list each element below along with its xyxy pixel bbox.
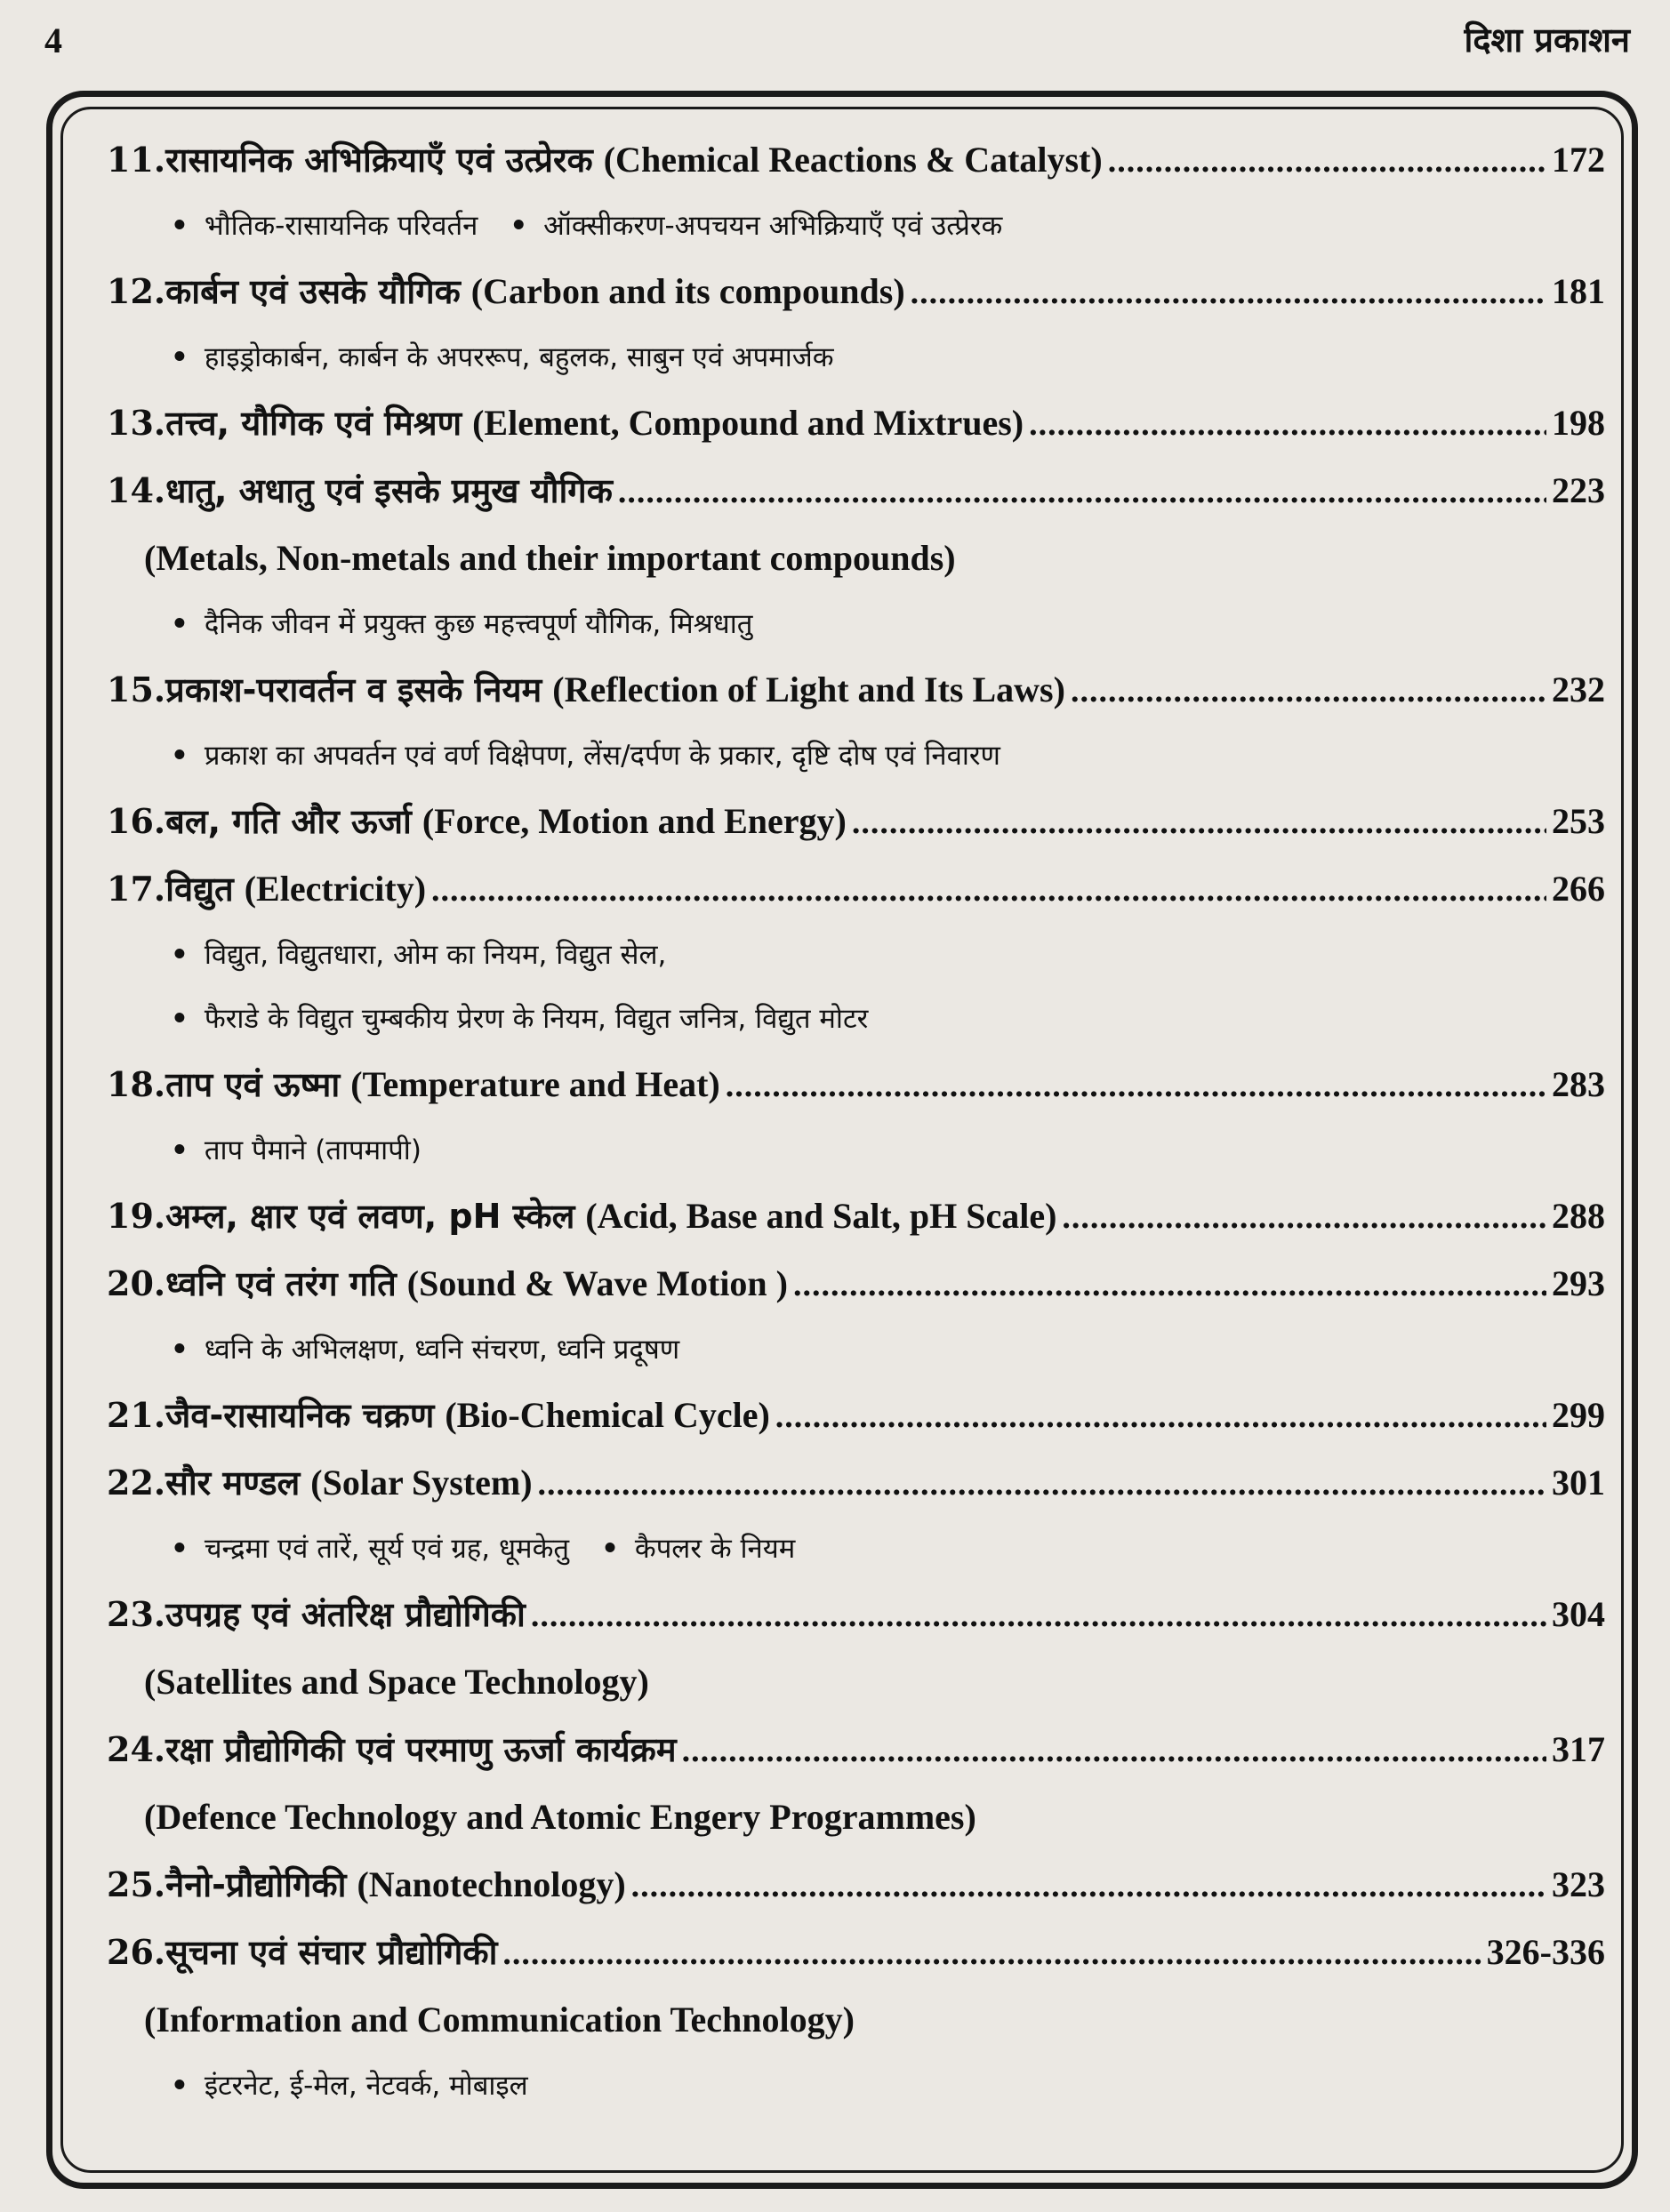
toc-entry (107, 1382, 1605, 1449)
toc-entry (107, 1919, 1605, 2118)
entry-page-number: 304 (1552, 1594, 1605, 1634)
toc-entry-line (107, 1051, 1605, 1118)
entry-page-number: 293 (1552, 1263, 1605, 1303)
entry-title-hindi: सूचना एवं संचार प्रौद्योगिकी (165, 1933, 498, 1972)
entry-page-number: 172 (1552, 140, 1605, 180)
toc-entry (107, 1051, 1605, 1182)
subtopic-row (171, 325, 1605, 389)
toc-entry-line (107, 855, 1605, 923)
subtopic-text: फैराडे के विद्युत चुम्बकीय प्रेरण के नियम, विद्युत जनित्र, विद्युत मोटर (204, 1003, 869, 1035)
subtopic-item (171, 592, 752, 656)
bullet-icon: • (171, 341, 189, 373)
publisher-name: दिशा प्रकाशन (1464, 20, 1630, 60)
toc-entry-line (107, 1581, 1605, 1648)
toc-entry (107, 1851, 1605, 1919)
subtopic-item (171, 1118, 422, 1182)
entry-subtopics (107, 2054, 1605, 2118)
subtopic-item (171, 194, 478, 258)
entry-title-english: (Reflection of Light and Its Laws) (552, 669, 1065, 709)
entry-number: 22. (107, 1463, 166, 1503)
toc-entry (107, 656, 1605, 788)
bullet-icon: • (171, 1334, 189, 1366)
entry-title-hindi: तत्त्व, यौगिक एवं मिश्रण (165, 404, 462, 443)
subtopic-item (510, 194, 1002, 258)
entry-title-english: (Solar System) (310, 1463, 533, 1503)
dot-leader (618, 458, 1546, 525)
toc-entry (107, 457, 1605, 656)
dot-leader (1071, 657, 1546, 725)
entry-number: 25. (107, 1864, 166, 1904)
subtopic-row (171, 1118, 1605, 1182)
bullet-icon: • (171, 1003, 189, 1035)
entry-title-english: (Force, Motion and Energy) (422, 801, 847, 841)
dot-leader (631, 1852, 1546, 1919)
entry-number: 18. (107, 1064, 166, 1104)
toc-entry (107, 126, 1605, 258)
entry-title-hindi: रासायनिक अभिक्रियाएँ एवं उत्प्रेरक (165, 140, 593, 180)
entry-page-number: 288 (1552, 1196, 1605, 1236)
toc-entry-line (107, 788, 1605, 855)
dot-leader (431, 856, 1546, 924)
bullet-icon: • (510, 210, 528, 242)
entry-number: 17. (107, 869, 166, 909)
entry-page-number: 253 (1552, 801, 1605, 841)
subtopic-row (171, 2054, 1605, 2118)
subtopic-row (171, 1318, 1605, 1382)
entry-subtopics (107, 1318, 1605, 1382)
entry-number: 23. (107, 1594, 166, 1634)
page-number: 4 (44, 20, 62, 60)
subtopic-text: ताप पैमाने (तापमापी) (204, 1134, 422, 1166)
toc-entry-line (107, 258, 1605, 325)
subtopic-item (171, 1517, 569, 1581)
toc-entry (107, 1182, 1605, 1250)
entry-number: 24. (107, 1729, 166, 1769)
entry-title-hindi: जैव-रासायनिक चक्रण (165, 1396, 435, 1435)
bullet-icon: • (171, 1533, 189, 1565)
dot-leader (775, 1382, 1546, 1450)
toc-entry-line (107, 126, 1605, 194)
entry-page-number: 181 (1552, 271, 1605, 311)
entry-page-number: 232 (1552, 669, 1605, 709)
toc-entry (107, 788, 1605, 855)
subtopic-text: ध्वनि के अभिलक्षण, ध्वनि संचरण, ध्वनि प्रदूषण (204, 1334, 680, 1366)
subtopic-text: भौतिक-रासायनिक परिवर्तन (204, 210, 478, 242)
dot-leader (911, 259, 1546, 326)
subtopic-text: ऑक्सीकरण-अपचयन अभिक्रियाएँ एवं उत्प्रेरक (543, 210, 1003, 242)
entry-subtitle-english: (Defence Technology and Atomic Engery Programmes) (144, 1797, 976, 1837)
toc-entry-line (107, 1919, 1605, 1986)
entry-number: 13. (107, 403, 166, 443)
entry-subtopics (107, 1517, 1605, 1581)
toc-entry (107, 855, 1605, 1051)
toc-entry-line (107, 457, 1605, 525)
entry-title-hindi: उपग्रह एवं अंतरिक्ष प्रौद्योगिकी (165, 1595, 526, 1634)
subtopic-text: दैनिक जीवन में प्रयुक्त कुछ महत्त्वपूर्ण यौगिक, मिश्रधातु (204, 608, 753, 640)
subtopic-item (171, 325, 834, 389)
subtopic-row (171, 592, 1605, 656)
toc-entry-line (107, 1716, 1605, 1783)
entry-title-hindi: बल, गति और ऊर्जा (165, 802, 412, 841)
entry-page-number: 266 (1552, 869, 1605, 909)
subtopic-item (171, 724, 1000, 788)
bullet-icon: • (171, 740, 189, 772)
bullet-icon: • (171, 2070, 189, 2102)
toc-entry (107, 1449, 1605, 1581)
entry-title-hindi: प्रकाश-परावर्तन व इसके नियम (165, 670, 542, 709)
entry-subtitle-english: (Satellites and Space Technology) (144, 1662, 649, 1702)
entry-title-hindi: सौर मण्डल (165, 1463, 301, 1503)
dot-leader (682, 1717, 1546, 1784)
toc-entry (107, 1581, 1605, 1716)
bullet-icon: • (171, 1134, 189, 1166)
bullet-icon: • (171, 608, 189, 640)
entry-page-number: 317 (1552, 1729, 1605, 1769)
entry-subtopics (107, 325, 1605, 389)
toc-entry-line (107, 389, 1605, 457)
bullet-icon: • (171, 939, 189, 971)
subtopic-text: हाइड्रोकार्बन, कार्बन के अपररूप, बहुलक, साबुन एवं अपमार्जक (204, 341, 834, 373)
toc-entry (107, 389, 1605, 457)
entry-title-english: (Element, Compound and Mixtrues) (472, 403, 1024, 443)
entry-title-hindi: अम्ल, क्षार एवं लवण, pH स्केल (165, 1197, 575, 1236)
entry-subtopics (107, 592, 1605, 656)
toc-entry-line (107, 1449, 1605, 1517)
entry-title-english: (Temperature and Heat) (350, 1064, 720, 1104)
entry-page-number: 223 (1552, 470, 1605, 510)
subtopic-text: कैपलर के नियम (634, 1533, 796, 1565)
entry-title-hindi: ताप एवं ऊष्मा (165, 1065, 341, 1104)
toc-entry-line (107, 1851, 1605, 1919)
subtopic-item (171, 1318, 679, 1382)
entry-page-number: 301 (1552, 1463, 1605, 1503)
entry-subtopics (107, 724, 1605, 788)
subtopic-row (171, 1517, 1605, 1581)
entry-title-english: (Bio-Chemical Cycle) (445, 1395, 770, 1435)
subtopic-text: चन्द्रमा एवं तारें, सूर्य एवं ग्रह, धूमकेतु (204, 1533, 570, 1565)
subtopic-item (171, 2054, 528, 2118)
subtopic-text: विद्युत, विद्युतधारा, ओम का नियम, विद्युत सेल, (204, 939, 667, 971)
dot-leader (793, 1251, 1546, 1318)
dot-leader (852, 789, 1546, 856)
subtopic-text: प्रकाश का अपवर्तन एवं वर्ण विक्षेपण, लेंस/दर्पण के प्रकार, दृष्टि दोष एवं निवारण (204, 740, 1000, 772)
table-of-contents (107, 126, 1605, 2118)
entry-title-english: (Chemical Reactions & Catalyst) (603, 140, 1103, 180)
entry-page-number: 323 (1552, 1864, 1605, 1904)
entry-page-number: 198 (1552, 403, 1605, 443)
bullet-icon: • (171, 210, 189, 242)
dot-leader (726, 1052, 1546, 1119)
toc-entry (107, 1716, 1605, 1851)
entry-title-hindi: नैनो-प्रौद्योगिकी (165, 1865, 347, 1904)
subtopic-item (171, 987, 868, 1051)
entry-number: 19. (107, 1196, 166, 1236)
entry-subtitle-english: (Metals, Non-metals and their important compounds) (144, 538, 956, 578)
entry-page-number: 299 (1552, 1395, 1605, 1435)
toc-entry-line (107, 1182, 1605, 1250)
entry-title-hindi: धातु, अधातु एवं इसके प्रमुख यौगिक (165, 471, 613, 510)
subtopic-row (171, 194, 1605, 258)
toc-entry (107, 1250, 1605, 1382)
toc-entry (107, 258, 1605, 389)
dot-leader (538, 1450, 1546, 1518)
subtopic-row (171, 987, 1605, 1051)
entry-title-hindi: ध्वनि एवं तरंग गति (165, 1264, 397, 1303)
entry-title-hindi: रक्षा प्रौद्योगिकी एवं परमाणु ऊर्जा कार्यक्रम (165, 1730, 677, 1769)
entry-number: 14. (107, 470, 166, 510)
entry-title-hindi: विद्युत (165, 870, 234, 909)
entry-number: 20. (107, 1263, 166, 1303)
entry-subtitle-english: (Information and Communication Technology) (144, 2000, 855, 2040)
toc-entry-line (107, 1250, 1605, 1318)
subtopic-item (171, 923, 666, 987)
dot-leader (1062, 1183, 1546, 1251)
entry-number: 21. (107, 1395, 166, 1435)
entry-title-english: (Carbon and its compounds) (470, 271, 905, 311)
dot-leader (531, 1582, 1546, 1649)
entry-subtopics (107, 1118, 1605, 1182)
toc-entry-line (107, 656, 1605, 724)
entry-subtopics (107, 194, 1605, 258)
entry-title-english: (Acid, Base and Salt, pH Scale) (585, 1196, 1057, 1236)
bullet-icon: • (601, 1533, 619, 1565)
entry-number: 16. (107, 801, 166, 841)
dot-leader (502, 1919, 1481, 1987)
subtopic-text: इंटरनेट, ई-मेल, नेटवर्क, मोबाइल (204, 2070, 528, 2102)
subtopic-item (601, 1517, 795, 1581)
entry-title-english: (Nanotechnology) (357, 1864, 626, 1904)
entry-number: 11. (107, 140, 166, 180)
subtopic-row (171, 923, 1605, 987)
entry-title-english: (Sound & Wave Motion ) (406, 1263, 788, 1303)
entry-title-english: (Electricity) (244, 869, 427, 909)
entry-page-number: 326-336 (1486, 1932, 1605, 1972)
entry-number: 12. (107, 271, 166, 311)
dot-leader (1029, 390, 1546, 458)
entry-number: 15. (107, 669, 166, 709)
toc-entry-line (107, 1382, 1605, 1449)
entry-title-hindi: कार्बन एवं उसके यौगिक (165, 272, 461, 311)
entry-page-number: 283 (1552, 1064, 1605, 1104)
dot-leader (1108, 127, 1546, 195)
subtopic-row (171, 724, 1605, 788)
entry-number: 26. (107, 1932, 166, 1972)
entry-subtopics (107, 923, 1605, 1051)
